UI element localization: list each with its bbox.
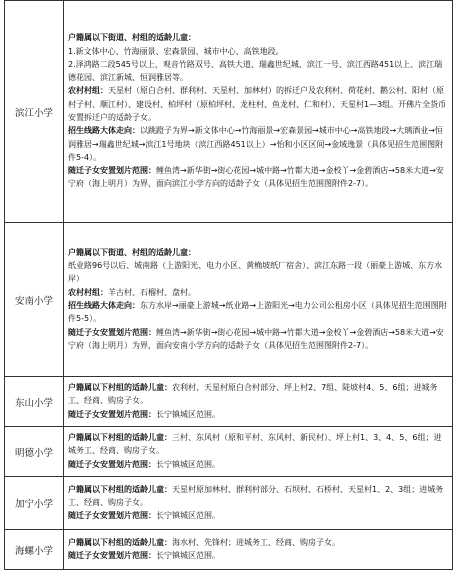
zone-paragraph xyxy=(68,549,449,562)
paragraph-heading: 户籍属以下村组的适龄儿童： xyxy=(68,537,172,547)
paragraph-body: 羊古村、石榴村、盘村。 xyxy=(108,287,196,297)
paragraph-body: 1.新文体中心、竹海丽景、宏森景园、城市中心、高铁地段。 xyxy=(68,46,284,56)
paragraph-heading: 招生线路大体走向： xyxy=(68,301,140,310)
zone-description xyxy=(64,377,453,427)
school-row-hailuo xyxy=(5,530,453,570)
zone-paragraph xyxy=(68,164,449,191)
zone-paragraph xyxy=(68,509,449,522)
paragraph-heading: 招生线路大体走向： xyxy=(68,126,140,136)
zone-description xyxy=(64,477,453,530)
paragraph-heading: 户籍属以下村组的适龄儿童： xyxy=(68,383,172,393)
paragraph-body: 长宁镇城区范围。 xyxy=(156,459,220,469)
zone-paragraph xyxy=(68,431,449,458)
school-name: 明德小学 xyxy=(5,427,64,477)
paragraph-body: 以跳蹬子为界→新文体中心→竹海丽景→宏森景园→城市中心→高铁地段→大璃酒业→恒润雅居→瑞鑫世纪城→滨江1号地块（滨江西路451以上）→怡和小区区间→金域逸景（具体见招生范围图附件5-4）。 xyxy=(68,126,444,162)
school-row-mingde xyxy=(5,427,453,477)
paragraph-body: 2.泽鸿路二段545号以上，观音竹路双号、高铁大道、瑞鑫世纪城、滨江一号、滨江西路451以上、滨江瑞德花园、滨江新城、恒润雅居等。 xyxy=(68,59,443,83)
zone-paragraph xyxy=(68,458,449,471)
zone-description xyxy=(64,223,453,377)
paragraph-body: 天星村（原白合村、群利村、天星村、加林村）的拆迁户及农利村、荷花村、鹅公村、阳村（原村子村、顺江村）、建设村、柏坪村（原柏坪村、龙柱村、鱼龙村、仁和村）、天星村1—3组。开佛片全货币安置拆迁户的适龄子女。 xyxy=(68,86,447,122)
paragraph-heading: 农村村组： xyxy=(68,86,108,96)
paragraph-heading: 随迁子女安置划片范围： xyxy=(68,511,156,521)
zone-paragraph xyxy=(68,84,449,124)
zone-paragraph xyxy=(68,31,449,44)
paragraph-heading: 随迁子女安置划片范围： xyxy=(68,459,156,469)
paragraph-heading: 随迁子女安置划片范围： xyxy=(68,409,156,419)
paragraph-heading: 户籍属以下街道、村组的适龄儿童： xyxy=(68,247,196,257)
paragraph-heading: 户籍属以下村组的适龄儿童： xyxy=(68,484,172,494)
zone-paragraph xyxy=(68,124,449,164)
zone-paragraph xyxy=(68,483,449,510)
paragraph-body: 长宁镇城区范围。 xyxy=(156,511,220,521)
zone-paragraph xyxy=(68,45,449,58)
school-name: 安南小学 xyxy=(5,223,64,377)
zone-paragraph xyxy=(68,536,449,549)
enrollment-zone-table xyxy=(4,0,453,570)
paragraph-body: 三村、东风村（原和平村、东风村、新民村）、坪上村1、3、4、5、6组；进城务工、经商、购房子女。 xyxy=(68,433,442,456)
zone-paragraph xyxy=(68,381,449,408)
paragraph-body: 纸业路96号以后、城南路（上游阳光、电力小区、黄桷坡纸厂宿舍）、滨江东路一段（丽豪上游城、东方水岸） xyxy=(68,261,443,284)
school-row-jianing xyxy=(5,477,453,530)
zone-description xyxy=(64,530,453,570)
paragraph-heading: 随迁子女安置划片范围： xyxy=(68,166,156,176)
zone-paragraph xyxy=(68,58,449,85)
paragraph-heading: 户籍属以下村组的适龄儿童： xyxy=(68,433,172,443)
paragraph-body: 长宁镇城区范围。 xyxy=(156,409,220,419)
school-name: 加宁小学 xyxy=(5,477,64,530)
zone-paragraph xyxy=(68,286,449,299)
school-row-annan xyxy=(5,223,453,377)
paragraph-heading: 随迁子女安置划片范围： xyxy=(68,551,156,560)
paragraph-heading: 随迁子女安置划片范围： xyxy=(68,327,156,337)
paragraph-heading: 农村村组： xyxy=(68,287,108,297)
zone-paragraph xyxy=(68,326,449,353)
school-name: 滨江小学 xyxy=(5,1,64,223)
zone-paragraph xyxy=(68,299,449,326)
zone-description xyxy=(64,427,453,477)
paragraph-body: 东方水岸→丽豪上游城→纸业路→上游阳光→电力公司公租房小区（具体见招生范围图附件5-5）。 xyxy=(68,301,447,324)
zone-description xyxy=(64,1,453,223)
zone-paragraph xyxy=(68,246,449,259)
zone-paragraph xyxy=(68,259,449,286)
school-row-dongshan xyxy=(5,377,453,427)
paragraph-heading: 户籍属以下街道、村组的适龄儿童： xyxy=(68,33,196,43)
school-name: 海螺小学 xyxy=(5,530,64,570)
paragraph-body: 鲤鱼湾→新华街→街心花园→城中路→竹都大道→金校丫→金碧酒店→58米大道→安宁府（海上明月）为界，面向安南小学方向的适龄子女（具体见招生范围图附件2-7）。 xyxy=(68,327,444,350)
paragraph-body: 天星村原加林村、群利村部分、石坝村、石桥村、天星村1、2、3组；进城务工、经商、购房子女。 xyxy=(68,484,444,507)
zone-paragraph xyxy=(68,408,449,421)
paragraph-body: 鲤鱼湾→新华街→街心花园→城中路→竹都大道→金校丫→金碧酒店→58米大道→安宁府（海上明月）为界，面向滨江小学方向的适龄子女（具体见招生范围图附件2-7）。 xyxy=(68,166,444,189)
paragraph-body: 海水村、先锋村；进城务工、经商、购房子女。 xyxy=(172,537,340,547)
school-row-binjiang xyxy=(5,1,453,223)
paragraph-body: 长宁镇城区范围。 xyxy=(156,551,220,560)
paragraph-body: 农利村、天星村原白合村部分、坪上村2、7组、陡坡村4、5、6组；进城务工、经商、购房子女。 xyxy=(68,383,438,406)
school-name: 东山小学 xyxy=(5,377,64,427)
